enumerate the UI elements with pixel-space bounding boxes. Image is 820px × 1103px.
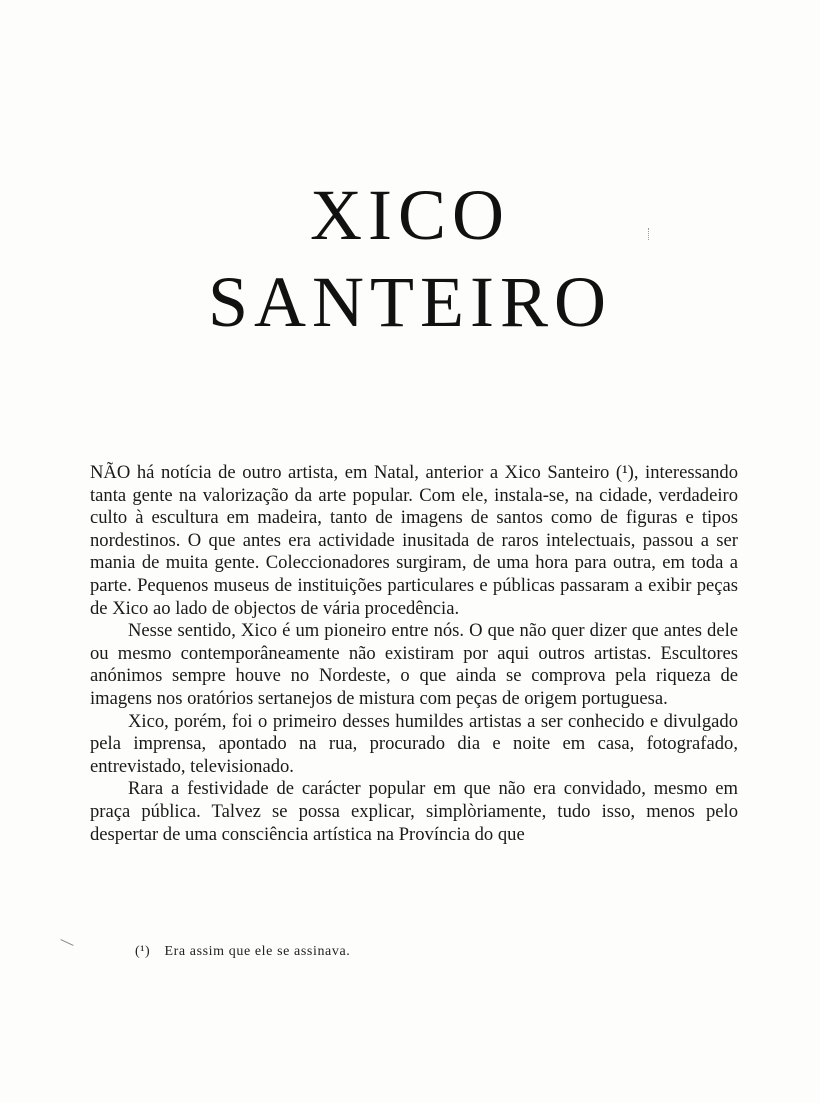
title-line-1: XICO [310, 175, 510, 255]
paragraph-4: Rara a festividade de carácter popular em que não era convidado, mesmo em praça pública. Talvez se possa explicar, simplòriamente, tudo isso, menos pelo despertar de uma consciência artística na Província do que [90, 778, 738, 845]
footnote-mark: (¹) [135, 944, 151, 959]
print-speck [648, 228, 653, 240]
paragraph-3: Xico, porém, foi o primeiro desses humildes artistas a ser conhecido e divulgado pela imprensa, apontado na rua, procurado dia e noite em casa, fotografado, entrevistado, televisionado. [90, 710, 738, 777]
paragraph-2: Nesse sentido, Xico é um pioneiro entre nós. O que não quer dizer que antes dele ou mesmo contemporâneamente não existiram por aqui outros artistas. Escultores anónimos sempre houve no Nordeste, o que ainda se comprova pela riqueza de imagens nos oratórios sertanejos de mistura com peças de origem portuguesa. [90, 620, 738, 709]
title-line-2: SANTEIRO [208, 262, 612, 342]
margin-mark [60, 939, 73, 946]
body-text [90, 462, 738, 846]
footnote [135, 942, 350, 962]
footnote-text: Era assim que ele se assinava. [164, 944, 351, 959]
paragraph-1: NÃO há notícia de outro artista, em Natal, anterior a Xico Santeiro (¹), interessando tanta gente na valorização da arte popular. Com ele, instala-se, na cidade, verdadeiro culto à escultura em madeira, tanto de imagens de santos como de figuras e tipos nordestinos. O que antes era actividade inusitada de raros intelectuais, passou a ser mania de muita gente. Coleccionadores surgiram, de uma hora para outra, em toda a parte. Pequenos museus de instituições particulares e públicas passaram a exibir peças de Xico ao lado de objectos de vária procedência. [90, 462, 738, 619]
